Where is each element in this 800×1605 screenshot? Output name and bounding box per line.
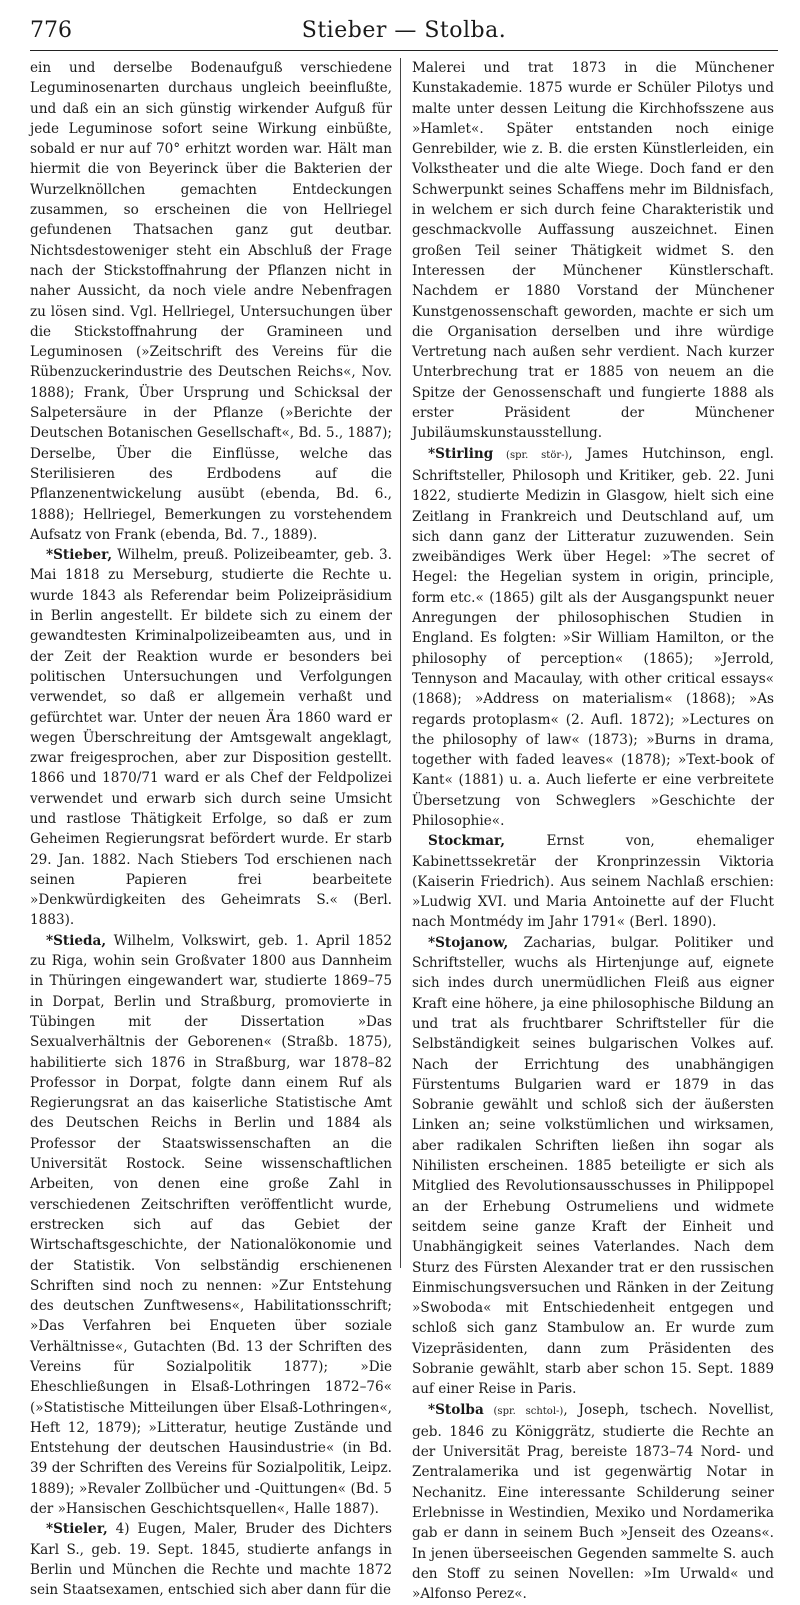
column-divider (400, 58, 401, 1268)
entry-keyword: *Stieber, (46, 547, 113, 564)
entry-continuation (412, 58, 774, 444)
entry-pronunciation: (spr. schtol-) (483, 1405, 564, 1417)
entry-text: Malerei und trat 1873 in die Münchener Kunstakademie. 1875 wurde er Schüler Pilotys und malte unter dessen Leitung die Kirchhofsszene aus »Hamlet«. Später entstanden noch einige Genrebilder, wie z. B. die ersten Künstlerleiden, ein Volkstheater und die alte Wiege. Doch fand er den Schwerpunkt seines Schaffens mehr im Bildnisfach, in welchem er sich durch feine Charakteristik und geschmackvolle Auffassung auszeichnet. Einen großen Teil seiner Thätigkeit widmet S. den Interessen der Münchener Künstlerschaft. Nachdem er 1880 Vorstand der Münchener Kunstgenossenschaft geworden, machte er sich um die Organisation derselben und ihre würdige Vertretung nach außen sehr verdient. Nach kurzer Unterbrechung trat er 1885 von neuem an die Spitze der Genossenschaft und fungierte 1888 als erster Präsident der Münchener Jubiläumskunstausstellung. (412, 60, 774, 442)
entry-text: , Joseph, tschech. Novellist, geb. 1846 zu Königgrätz, studierte die Rechte an der Universität Prag, bereiste 1873–74 Nord- und Zentralamerika und ist gegenwärtig Notar in Nechanitz. Eine interessante Schilderung seiner Erlebnisse in Westindien, Mexiko und Nordamerika gab er dann in seinem Buch »Jenseit des Ozeans«. In jenen überseeischen Gegenden sammelte S. auch den Stoff zu seinen Novellen: »Im Urwald« und »Alfonso Perez«. (412, 1401, 774, 1603)
entry-keyword: Stockmar, (428, 833, 505, 850)
entry-keyword: *Stojanow, (428, 934, 509, 951)
entry-text: 4) Eugen, Maler, Bruder des Dichters Karl S., geb. 19. Sept. 1845, studierte anfangs in Berlin und München die Rechte und machte 1872 sein Staatsexamen, entschied sich aber dann für die (30, 1521, 392, 1599)
running-head: Stieber — Stolba. (301, 18, 507, 43)
entry-text: , James Hutchinson, engl. Schriftsteller, Philosoph und Kritiker, geb. 22. Juni 1822, studierte Medizin in Glasgow, hielt sich eine Zeitlang in Frankreich und Deutschland auf, um sich dann ganz der Litteratur zuzuwenden. Sein zweibändiges Werk über Hegel: »The secret of Hegel: the Hegelian system in origin, principle, form etc.« (1865) gilt als der Ausgangspunkt neuer Anregungen der philosophischen Studien in England. Es folgten: »Sir William Hamilton, or the philosophy of perception« (1865); »Jerrold, Tennyson and Macaulay, with other critical essays« (1868); »Address on materialism« (1868); »As regards protoplasm« (2. Aufl. 1872); »Lectures on the philosophy of law« (1873); »Burns in drama, together with faded leaves« (1878); »Text-book of Kant« (1881) u. a. Auch lieferte er eine verbreitete Übersetzung von Schweglers »Geschichte der Philosophie«. (412, 445, 774, 829)
entry-text: Zacharias, bulgar. Politiker und Schriftsteller, wuchs als Hirtenjunge auf, eignete sich indes durch unermüdlichen Fleiß aus eigner Kraft eine höhere, ja eine philosophische Bildung an und trat als fruchtbarer Schriftsteller für die Selbständigkeit seines bulgarischen Volkes auf. Nach der Errichtung des unabhängigen Fürstentums Bulgarien ward er 1879 in das Sobranie gewählt und schloß sich der äußersten Linken an; seine volkstümlichen und wirksamen, aber radikalen Schriften ließen ihn sogar als Nihilisten erscheinen. 1885 beteiligte er sich als Mitglied des Revolutionsausschusses in Philippopel an der Erhebung Ostrumeliens und widmete seitdem seine ganze Kraft der Einheit und Unabhängigkeit seines Vaterlandes. Nach dem Sturz des Fürsten Alexander trat er den russischen Einmischungsversuchen und Ränken in der Zeitung »Swoboda« mit Entschiedenheit entgegen und schloß sich ganz Stambulow an. Er wurde zum Vizepräsidenten, dann zum Präsidenten des Sobranie gewählt, starb aber schon 15. Sept. 1889 auf einer Reise in Paris. (412, 934, 774, 1398)
entry-stieber (30, 545, 392, 931)
entry-pronunciation: (spr. stör-) (493, 449, 569, 461)
entry-stieda (30, 931, 392, 1520)
page-number: 776 (30, 18, 72, 43)
page-header (30, 16, 778, 51)
entry-keyword: *Stirling (428, 445, 494, 462)
entry-stirling (412, 444, 774, 832)
entry-stojanow (412, 933, 774, 1400)
entry-stolba (412, 1400, 774, 1605)
entry-keyword: *Stieda, (46, 932, 107, 949)
entry-keyword: *Stieler, (46, 1521, 108, 1538)
entry-stockmar (412, 831, 774, 932)
entry-stieler (30, 1519, 392, 1600)
entry-text: ein und derselbe Bodenaufguß verschiedene Leguminosenarten durchaus ungleich beeinflußte, und daß ein an sich günstig wirkender Aufguß für jede Leguminose sofort seine Wirkung einbüßte, sobald er nur auf 70° erhitzt worden war. Hält man hiermit die von Beyerinck über die Bakterien der Wurzelknöllchen gemachten Entdeckungen zusammen, so erscheinen die von Hellriegel gefundenen Thatsachen ganz gut deutbar. Nichtsdestoweniger steht ein Abschluß der Frage nach der Stickstoffnahrung der Pflanzen nicht in naher Aussicht, da noch viele andre Nebenfragen zu lösen sind. Vgl. Hellriegel, Untersuchungen über die Stickstoffnahrung der Gramineen und Leguminosen (»Zeitschrift des Vereins für die Rübenzuckerindustrie des Deutschen Reichs«, Nov. 1888); Frank, Über Ursprung und Schicksal der Salpetersäure in der Pflanze (»Berichte der Deutschen Botanischen Gesellschaft«, Bd. 5., 1887); Derselbe, Über die Einflüsse, welche das Sterilisieren des Erdbodens auf die Pflanzenentwickelung ausübt (ebenda, Bd. 6., 1888); Hellriegel, Bemerkungen zu vorstehendem Aufsatz von Frank (ebenda, Bd. 7., 1889). (30, 60, 392, 543)
entry-text: Wilhelm, preuß. Polizeibeamter, geb. 3. Mai 1818 zu Merseburg, studierte die Rechte u. wurde 1843 als Referendar beim Polizeipräsidium in Berlin angestellt. Er bildete sich zu einem der gewandtesten Kriminalpolizeibeamten aus, und in der Zeit der Reaktion wurde er besonders bei politischen Untersuchungen und Verfolgungen verwendet, so daß er allgemein verhaßt und gefürchtet war. Unter der neuen Ära 1860 ward er wegen Überschreitung der Amtsgewalt angeklagt, zwar freigesprochen, aber zur Disposition gestellt. 1866 und 1870/71 ward er als Chef der Feldpolizei verwendet und erwarb sich durch seine Umsicht und rastlose Thätigkeit Erfolge, so daß er zum Geheimen Regierungsrat befördert wurde. Er starb 29. Jan. 1882. Nach Stiebers Tod erschienen nach seinen Papieren frei bearbeitete »Denkwürdigkeiten des Geheimrats S.« (Berl. 1883). (30, 547, 392, 929)
entry-text: Ernst von, ehemaliger Kabinettssekretär der Kronprinzessin Viktoria (Kaiserin Friedrich). Aus seinem Nachlaß erschien: »Ludwig XVI. und Maria Antoinette auf der Flucht nach Montmédy im Jahr 1791« (Berl. 1890). (412, 833, 774, 931)
left-column (30, 58, 392, 1599)
entry-continuation (30, 58, 392, 545)
entry-keyword: *Stolba (428, 1401, 484, 1418)
entry-text: Wilhelm, Volkswirt, geb. 1. April 1852 zu Riga, wohin sein Großvater 1800 aus Dannheim in Thüringen eingewandert war, studierte 1869–75 in Dorpat, Berlin und Straßburg, promovierte in Tübingen mit der Dissertation »Das Sexualverhältnis der Geborenen« (Straßb. 1875), habilitierte sich 1876 in Straßburg, war 1878–82 Professor in Dorpat, folgte dann einem Ruf als Regierungsrat an das kaiserliche Statistische Amt des Deutschen Reichs in Berlin und 1884 als Professor der Staatswissenschaften an die Universität Rostock. Seine wissenschaftlichen Arbeiten, von denen eine große Zahl in verschiedenen Zeitschriften veröffentlicht wurde, erstrecken sich auf das Gebiet der Wirtschaftsgeschichte, der Nationalökonomie und der Statistik. Von selbständig erschienenen Schriften sind noch zu nennen: »Zur Entstehung des deutschen Zunftwesens«, Habilitationsschrift; »Das Verfahren bei Enqueten über soziale Verhältnisse«, Gutachten (Bd. 13 der Schriften des Vereins für Sozialpolitik 1877); »Die Eheschließungen in Elsaß-Lothringen 1872–76« (»Statistische Mitteilungen über Elsaß-Lothringen«, Heft 12, 1879); »Litteratur, heutige Zustände und Entstehung der deutschen Hausindustrie« (in Bd. 39 der Schriften des Vereins für Sozialpolitik, Leipz. 1889); »Revaler Zollbücher und -Quittungen« (Bd. 5 der »Hansischen Geschichtsquellen«, Halle 1887). (30, 932, 392, 1518)
right-column (412, 58, 774, 1603)
